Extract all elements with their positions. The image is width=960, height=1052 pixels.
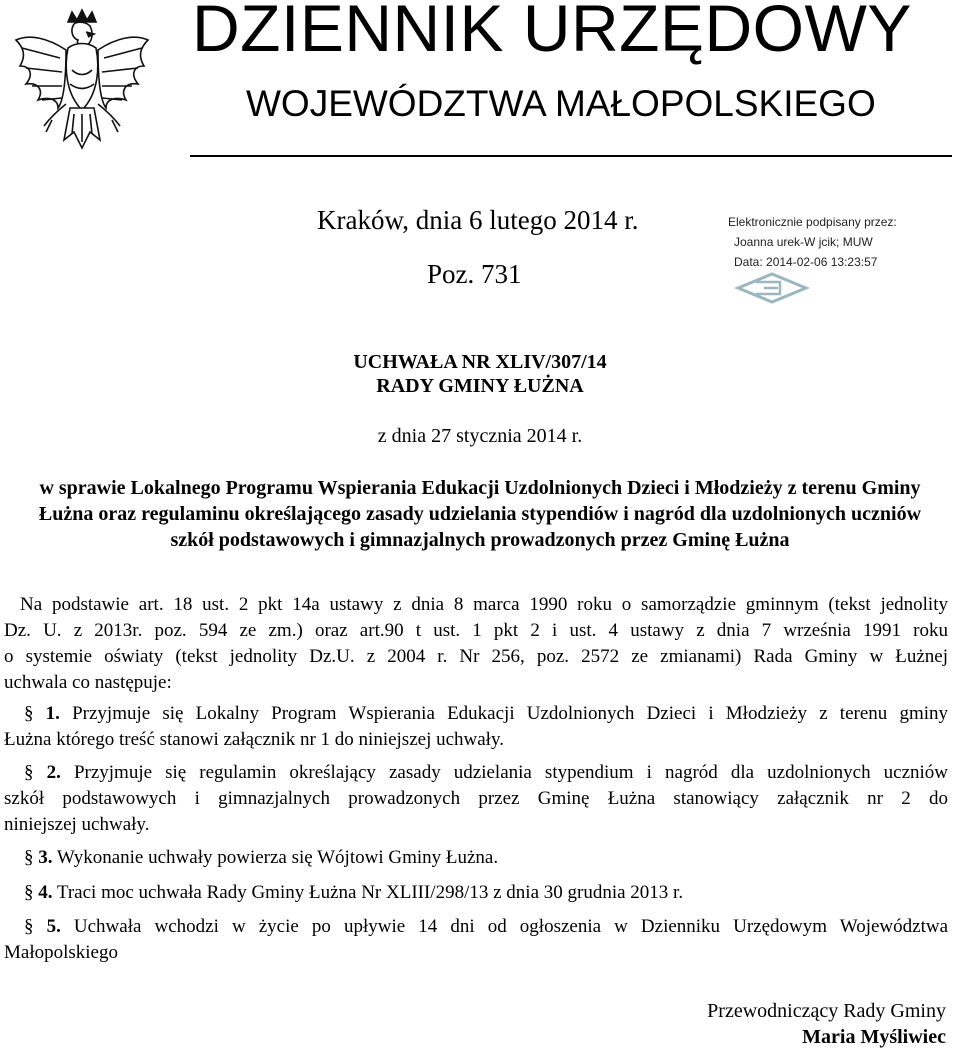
- subject-line: Łużna oraz regulaminu określającego zasady udzielania stypendiów i nagród dla uzdolnionych uczniów: [38, 503, 922, 525]
- electronic-signature: [728, 212, 958, 272]
- section-symbol: §: [24, 882, 34, 903]
- section-text: Uchwała wchodzi w życie po upływie 14 dni od ogłoszenia w Dzienniku Urzędowym Województwa: [73, 916, 948, 937]
- section-line: [4, 880, 948, 906]
- e-signature-logo-icon: [734, 270, 810, 306]
- section-5: [4, 914, 948, 966]
- position-number: Poz. 731: [427, 259, 522, 289]
- section-text: Przyjmuje się regulamin określający zasady udzielania stypendium i nagród dla uzdolnionych uczniów: [73, 762, 949, 783]
- resolution-council: RADY GMINY ŁUŻNA: [376, 375, 584, 397]
- section-line: [4, 760, 948, 786]
- resolution-title: [0, 350, 960, 398]
- signature-date: Data: 2014-02-06 13:23:57: [734, 255, 878, 269]
- section-1: [4, 701, 948, 753]
- resolution-date: z dnia 27 stycznia 2014 r.: [377, 425, 583, 447]
- section-number: 2.: [46, 762, 61, 783]
- white-eagle-emblem-icon: [8, 8, 156, 158]
- section-line: [4, 914, 948, 940]
- section-number: 4.: [38, 882, 53, 903]
- section-line: szkół podstawowych i gimnazjalnych prowadzonych przez Gminę Łużna stanowiący załącznik nr 2 do: [4, 788, 948, 809]
- section-line: Łużna którego treść stanowi załącznik nr 1 do niniejszej uchwały.: [4, 729, 504, 750]
- signer-role: Przewodniczący Rady Gminy: [707, 1000, 946, 1022]
- signature-label: Elektronicznie podpisany przez:: [728, 215, 897, 229]
- section-number: 1.: [45, 703, 60, 724]
- section-number: 3.: [38, 847, 53, 868]
- journal-subtitle: WOJEWÓDZTWA MAŁOPOLSKIEGO: [246, 83, 876, 124]
- section-text: Wykonanie uchwały powierza się Wójtowi Gminy Łużna.: [56, 847, 499, 868]
- header-divider: [190, 155, 952, 157]
- subject-line: szkół podstawowych i gimnazjalnych prowadzonych przez Gminę Łużna: [170, 529, 790, 551]
- section-line: Małopolskiego: [4, 942, 118, 963]
- signer-block: [0, 998, 946, 1050]
- section-line: niniejszej uchwały.: [4, 814, 150, 835]
- subject-line: w sprawie Lokalnego Programu Wspierania Edukacji Uzdolnionych Dzieci i Młodzieży z terenu Gminy: [39, 477, 921, 499]
- preamble-line: o systemie oświaty (tekst jednolity Dz.U. z 2004 r. Nr 256, poz. 2572 ze zmianami) Rada Gminy w Łużnej: [4, 646, 948, 667]
- resolution-subject: [0, 475, 960, 553]
- section-text: Przyjmuje się Lokalny Program Wspierania Edukacji Uzdolnionych Dzieci i Młodzieży z terenu gminy: [72, 703, 948, 724]
- section-symbol: §: [24, 847, 34, 868]
- section-4: [4, 880, 948, 906]
- section-3: [4, 845, 948, 871]
- preamble: [4, 592, 948, 696]
- section-text: Traci moc uchwała Rady Gminy Łużna Nr XLIII/298/13 z dnia 30 grudnia 2013 r.: [56, 882, 684, 903]
- city-date: Kraków, dnia 6 lutego 2014 r.: [317, 205, 639, 235]
- section-2: [4, 760, 948, 838]
- preamble-line: uchwala co następuje:: [4, 672, 172, 693]
- resolution-number: UCHWAŁA NR XLIV/307/14: [353, 351, 607, 373]
- preamble-line: Dz. U. z 2013r. poz. 594 ze zm.) oraz art.90 t ust. 1 pkt 2 i ust. 4 ustawy z dnia 7 września 1991 roku: [4, 620, 948, 641]
- signer-name: Maria Myśliwiec: [802, 1026, 946, 1048]
- section-line: [4, 845, 948, 871]
- section-symbol: §: [24, 762, 34, 783]
- preamble-line: Na podstawie art. 18 ust. 2 pkt 14a ustawy z dnia 8 marca 1990 roku o samorządzie gminnym (tekst jednolity: [20, 594, 948, 615]
- journal-title: DZIENNIK URZĘDOWY: [192, 0, 912, 65]
- section-number: 5.: [46, 916, 61, 937]
- section-line: [4, 701, 948, 727]
- signature-signer: Joanna urek-W jcik; MUW: [734, 235, 873, 249]
- section-symbol: §: [24, 916, 34, 937]
- section-symbol: §: [24, 703, 34, 724]
